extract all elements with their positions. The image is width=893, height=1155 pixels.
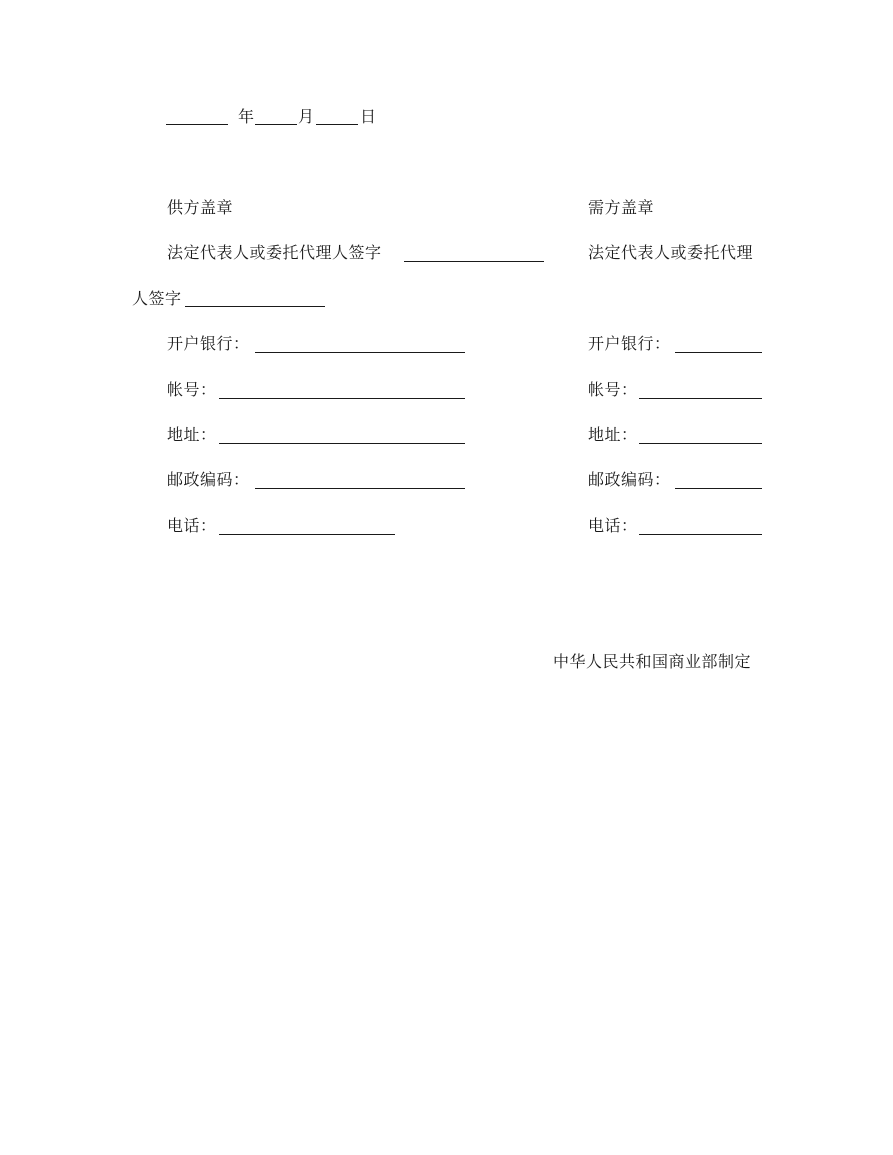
buyer-account-blank	[639, 398, 762, 399]
signature-label-wrap: 人签字	[132, 289, 182, 308]
supplier-phone-label: 电话：	[167, 516, 217, 535]
buyer-signature-label: 法定代表人或委托代理	[588, 243, 754, 262]
month-label: 月	[298, 107, 315, 126]
supplier-signature-blank	[404, 261, 544, 262]
wrap-signature-blank	[185, 306, 325, 307]
buyer-phone-label: 电话：	[588, 516, 638, 535]
buyer-postcode-label: 邮政编码：	[588, 470, 671, 489]
supplier-address-label: 地址：	[167, 425, 217, 444]
supplier-signature-label: 法定代表人或委托代理人签字	[167, 243, 382, 262]
supplier-phone-blank	[219, 534, 395, 535]
buyer-address-blank	[639, 443, 762, 444]
supplier-bank-label: 开户银行：	[167, 334, 250, 353]
day-blank	[316, 124, 358, 125]
buyer-bank-blank	[675, 352, 762, 353]
supplier-bank-blank	[255, 352, 465, 353]
supplier-postcode-label: 邮政编码：	[167, 470, 250, 489]
supplier-account-blank	[219, 398, 465, 399]
month-blank	[255, 124, 297, 125]
supplier-account-label: 帐号：	[167, 380, 217, 399]
issuer-footer: 中华人民共和国商业部制定	[553, 652, 752, 671]
supplier-address-blank	[219, 443, 465, 444]
day-label: 日	[360, 107, 377, 126]
buyer-seal-label: 需方盖章	[588, 198, 655, 217]
year-blank	[166, 124, 228, 125]
buyer-phone-blank	[639, 534, 762, 535]
buyer-postcode-blank	[675, 488, 762, 489]
buyer-bank-label: 开户银行：	[588, 334, 671, 353]
year-label: 年	[238, 107, 255, 126]
buyer-account-label: 帐号：	[588, 380, 638, 399]
buyer-address-label: 地址：	[588, 425, 638, 444]
supplier-postcode-blank	[255, 488, 465, 489]
supplier-seal-label: 供方盖章	[167, 198, 234, 217]
